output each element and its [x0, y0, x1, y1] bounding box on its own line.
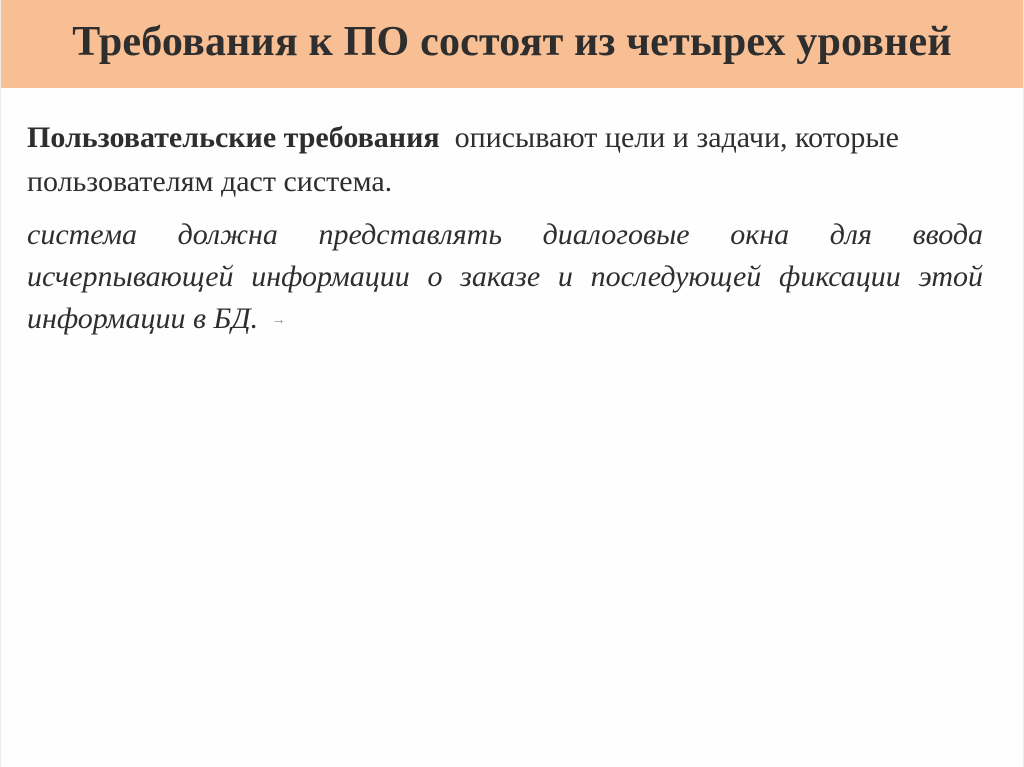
slide-content	[27, 116, 983, 342]
user-requirements-description: описывают цели и задачи, которые пользователям даст система.	[27, 121, 899, 198]
user-requirements-term: Пользовательские требования	[27, 121, 440, 154]
example-paragraph	[27, 214, 983, 342]
example-text: система должна представлять диалоговые окна для ввода исчерпывающей информации о заказе и последующей фиксации этой информации в БД.	[27, 218, 983, 335]
title-bar	[1, 0, 1023, 88]
slide-title: Требования к ПО состоят из четырех уровней	[72, 19, 952, 65]
user-requirements-paragraph	[27, 116, 983, 204]
arrow-icon: →	[271, 313, 286, 329]
